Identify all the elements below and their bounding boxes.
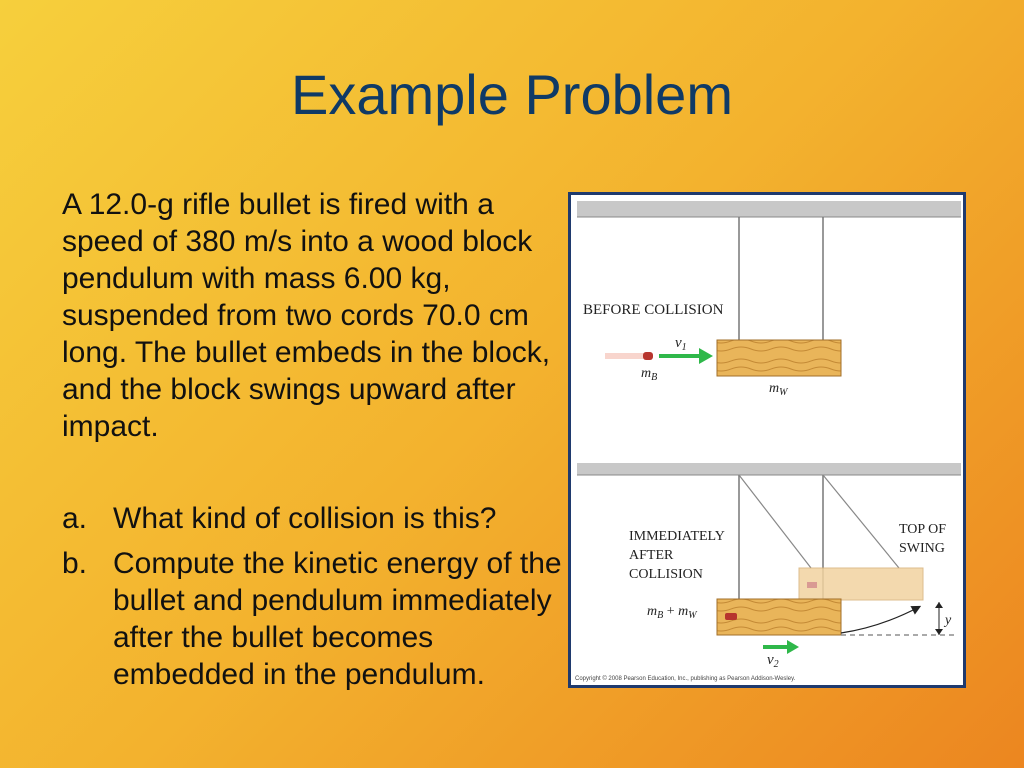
cord-swung-right	[823, 475, 899, 568]
immediately-label: IMMEDIATELY	[629, 529, 725, 544]
before-panel	[577, 201, 961, 398]
question-text: What kind of collision is this?	[113, 502, 497, 535]
question-item	[62, 545, 562, 693]
embedded-bullet-faded	[807, 582, 817, 588]
after-panel	[575, 463, 961, 682]
mW-label: $m_W$	[769, 381, 788, 398]
embedded-bullet	[725, 613, 737, 620]
top-of-label: TOP OF	[899, 522, 947, 537]
question-marker: a.	[62, 502, 88, 535]
v1-arrowhead	[699, 348, 713, 364]
collision-label: COLLISION	[629, 567, 703, 582]
swing-arc	[841, 607, 919, 633]
question-item	[62, 500, 562, 537]
v1-label: $v_1$	[675, 335, 687, 353]
bullet	[643, 352, 653, 360]
wood-block	[717, 340, 841, 376]
problem-statement: A 12.0-g rifle bullet is fired with a speed of 380 m/s into a wood block pendulum with mass 6.00 kg, suspended from two cords 70.0 cm long. The bullet embeds in the block, and the block swings upward after impact.	[62, 188, 551, 443]
v2-arrowhead	[787, 640, 799, 654]
cord-swung-left	[739, 475, 811, 568]
y-label: y	[945, 613, 952, 628]
ceiling-beam	[577, 201, 961, 217]
swing-label: SWING	[899, 541, 945, 556]
bullet-trail	[605, 353, 645, 359]
copyright-notice: Copyright © 2008 Pearson Education, Inc., publishing as Pearson Addison-Wesley.	[575, 676, 796, 682]
ceiling-beam	[577, 463, 961, 475]
slide-title: Example Problem	[291, 63, 733, 126]
after-label: AFTER	[629, 548, 674, 563]
question-marker: b.	[62, 547, 88, 580]
question-text: Compute the kinetic energy of the bullet and pendulum immediately after the bullet becomes embedded in the pendulum.	[113, 547, 562, 691]
v2-label: $v_2$	[767, 652, 779, 670]
combined-mass-label: $m_B + m_W$	[647, 604, 697, 621]
question-list	[62, 500, 562, 701]
before-collision-label: BEFORE COLLISION	[583, 302, 724, 318]
wood-block-top-of-swing	[799, 568, 923, 600]
mB-label: $m_B$	[641, 366, 658, 383]
figure-drawing	[571, 195, 963, 685]
ballistic-pendulum-figure	[568, 192, 966, 688]
